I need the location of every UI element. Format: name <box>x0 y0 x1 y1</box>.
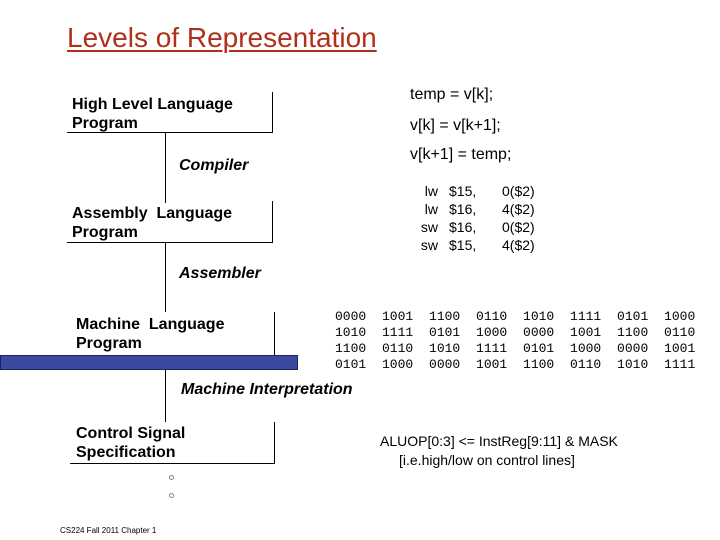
asm-reg: $16, <box>449 201 477 217</box>
asm-regs-column <box>449 182 476 254</box>
compiler-stage-label: Compiler <box>179 157 249 174</box>
control-signal-rtl: ALUOP[0:3] <= InstReg[9:11] & MASK <box>380 433 618 449</box>
asm-op: sw <box>420 219 438 235</box>
machine-code-row: 0000 1001 1100 0110 1010 1111 0101 1000 <box>335 309 696 324</box>
asm-addr: 0($2) <box>502 219 535 235</box>
asm-addr: 0($2) <box>502 183 535 199</box>
asm-reg: $15, <box>449 237 477 253</box>
asm-reg: $15, <box>449 183 477 199</box>
highlight-bar <box>0 355 298 370</box>
control-signal-box <box>70 422 275 464</box>
asm-op: sw <box>420 237 438 253</box>
asm-op: lw <box>424 201 438 217</box>
machine-code-row: 1100 0110 1010 1111 0101 1000 0000 1001 <box>335 341 696 356</box>
control-signal-note: [i.e.high/low on control lines] <box>399 452 575 468</box>
connector-line <box>165 370 166 422</box>
connector-line <box>165 133 166 203</box>
high-level-program-label: High Level Language Program <box>72 96 233 132</box>
asm-addr: 4($2) <box>502 237 535 253</box>
asm-ops-column <box>420 182 438 254</box>
hl-code-line: v[k] = v[k+1]; <box>410 117 501 134</box>
asm-reg: $16, <box>449 219 477 235</box>
connector-line <box>165 242 166 312</box>
machine-language-box <box>70 312 275 357</box>
machine-code-row: 0101 1000 0000 1001 1100 0110 1010 1111 <box>335 357 696 372</box>
machine-language-label: Machine Language Program <box>76 316 225 352</box>
asm-addr: 4($2) <box>502 201 535 217</box>
assembly-program-label: Assembly Language Program <box>72 205 233 241</box>
assembler-stage-label: Assembler <box>179 265 261 282</box>
assembly-program-box <box>67 201 273 243</box>
ellipsis-dot <box>169 493 174 498</box>
page-title: Levels of Representation <box>67 22 377 53</box>
asm-op: lw <box>424 183 438 199</box>
hl-code-line: temp = v[k]; <box>410 86 494 103</box>
footer-note: CS224 Fall 2011 Chapter 1 <box>60 526 157 535</box>
hl-code-line: v[k+1] = temp; <box>410 146 512 163</box>
asm-addrs-column <box>502 182 535 254</box>
high-level-program-box <box>67 92 273 133</box>
machine-code-block <box>335 309 695 373</box>
machine-code-row: 1010 1111 0101 1000 0000 1001 1100 0110 <box>335 325 696 340</box>
control-signal-label: Control Signal Specification <box>76 425 186 461</box>
machine-interpretation-stage-label: Machine Interpretation <box>181 381 353 398</box>
ellipsis-dot <box>169 475 174 480</box>
